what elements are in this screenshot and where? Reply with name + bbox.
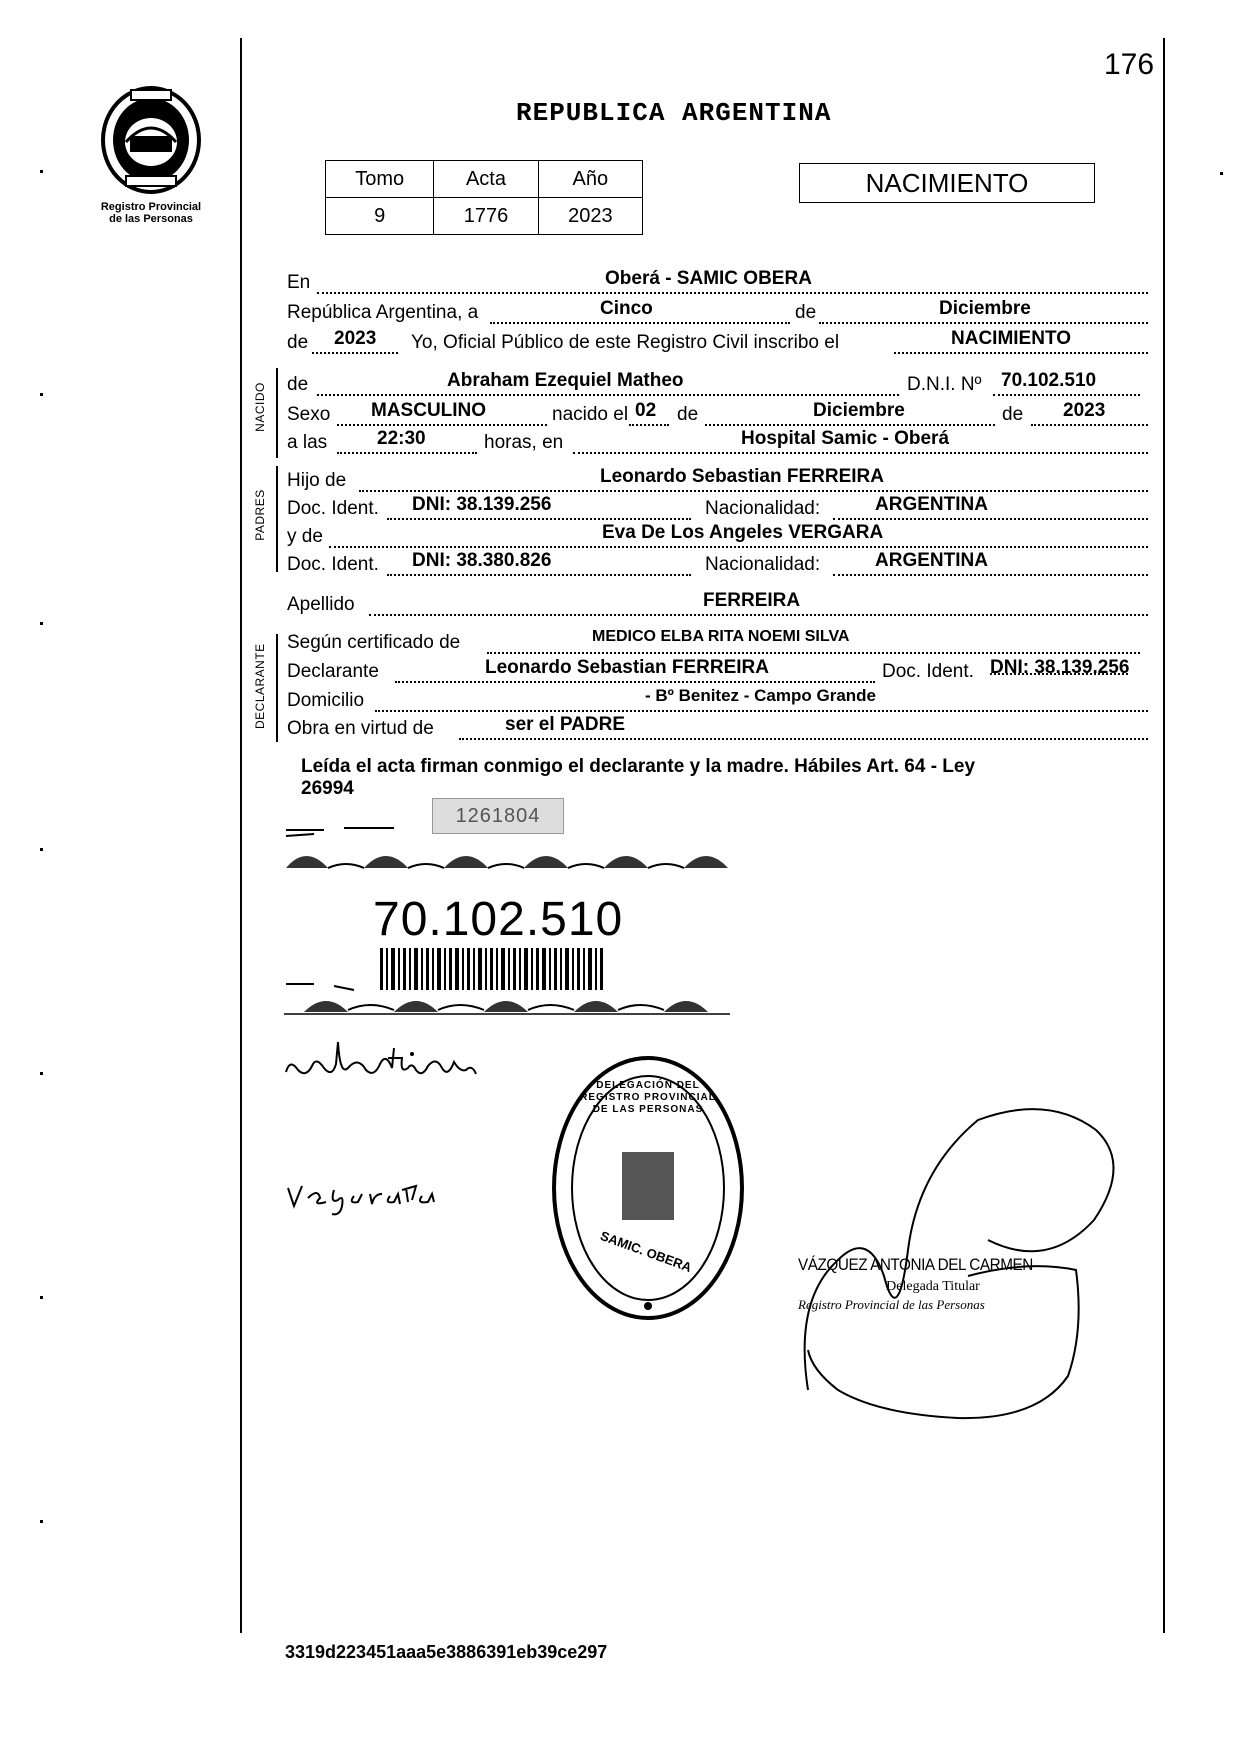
mother-value: Eva De Los Angeles VERGARA (602, 522, 884, 543)
dots (317, 394, 899, 396)
official-block (798, 1255, 1068, 1313)
oficial-text: Yo, Oficial Público de este Registro Civil inscribo el (411, 332, 840, 353)
register-header-anio: Año (538, 161, 642, 198)
logo-line-2: de las Personas (109, 213, 193, 225)
declarante-label: Declarante (287, 661, 379, 682)
hijo-label: Hijo de (287, 470, 347, 491)
dots (387, 518, 691, 520)
register-header-acta: Acta (434, 161, 538, 198)
left-margin-line (240, 38, 242, 1633)
dots (894, 352, 1148, 354)
register-value-anio: 2023 (538, 198, 642, 235)
mother-signature (282, 1160, 462, 1220)
dots (337, 452, 477, 454)
footer-hash: 3319d223451aaa5e3886391eb39ce297 (285, 1642, 608, 1662)
line-time-place (287, 428, 1148, 458)
margin-mark (40, 1296, 43, 1299)
official-office: Registro Provincial de las Personas (798, 1297, 985, 1312)
section-nacido: NACIDO (253, 382, 267, 432)
day-value: Cinco (600, 298, 653, 319)
declarant-value: Leonardo Sebastian FERREIRA (485, 657, 769, 678)
dots (819, 322, 1148, 324)
mother-nat-value: ARGENTINA (875, 550, 988, 571)
line-declarant (287, 657, 1148, 687)
register-value-acta: 1776 (434, 198, 538, 235)
dots (629, 424, 669, 426)
month-value: Diciembre (939, 298, 1031, 319)
line-sex-birth (287, 400, 1148, 430)
en-label: En (287, 272, 311, 293)
apellido-label: Apellido (287, 594, 355, 615)
dots (487, 652, 1140, 654)
margin-mark (40, 170, 43, 173)
line-date (287, 298, 1148, 328)
declarante-bar (276, 634, 278, 742)
registry-logo (96, 84, 206, 225)
line-father-doc (287, 494, 1148, 524)
register-value-tomo: 9 (326, 198, 434, 235)
reading-note-line-2: 26994 (301, 778, 354, 799)
margin-mark (40, 848, 43, 851)
dots (329, 546, 1148, 548)
nacido-el-label: nacido el (552, 404, 629, 425)
barcode-number: 70.102.510 (373, 893, 624, 946)
line-child-name (287, 370, 1148, 400)
dots (833, 574, 1148, 576)
act-word-value: NACIMIENTO (951, 328, 1071, 349)
place-value: Oberá - SAMIC OBERA (605, 268, 812, 289)
father-doc-label: Doc. Ident. (287, 498, 379, 519)
line-surname (287, 590, 1148, 620)
padres-bar (276, 466, 278, 572)
in-virtue-value: ser el PADRE (505, 714, 626, 735)
section-padres: PADRES (253, 489, 267, 541)
dots (359, 490, 1148, 492)
nacido-bar (276, 368, 278, 458)
line-address (287, 686, 1148, 716)
mother-doc-label: Doc. Ident. (287, 554, 379, 575)
domicilio-label: Domicilio (287, 690, 365, 711)
address-value: - Bº Benitez - Campo Grande (645, 686, 877, 705)
father-doc-value: DNI: 38.139.256 (412, 494, 552, 515)
line-place (287, 268, 1148, 298)
dots (705, 424, 995, 426)
time-value: 22:30 (377, 428, 426, 449)
page-number: 176 (1104, 48, 1155, 81)
dots (317, 292, 1148, 294)
act-type-box: NACIMIENTO (799, 163, 1095, 203)
dots (395, 681, 875, 683)
official-name: VÁZQUEZ ANTONIA DEL CARMEN (798, 1255, 1033, 1274)
line-certificate (287, 628, 1148, 658)
register-header-tomo: Tomo (326, 161, 434, 198)
declarant-doc-value: DNI: 38.139.256 (990, 657, 1130, 678)
dots (375, 710, 1148, 712)
reading-note-line-1: Leída el acta firman conmigo el declarante y la madre. Hábiles Art. 64 - Ley (301, 756, 976, 777)
dots (459, 738, 1148, 740)
security-band-bottom (284, 980, 730, 1016)
mother-nat-label: Nacionalidad: (705, 554, 821, 575)
margin-mark (40, 1520, 43, 1523)
right-margin-line (1163, 38, 1165, 1633)
document-title: REPUBLICA ARGENTINA (516, 98, 832, 128)
margin-mark (40, 622, 43, 625)
year-value: 2023 (334, 328, 377, 349)
dots (833, 518, 1148, 520)
security-band-top (284, 822, 730, 870)
obra-label: Obra en virtud de (287, 718, 434, 739)
dots (369, 614, 1148, 616)
birth-place-value: Hospital Samic - Oberá (741, 428, 950, 449)
father-signature (276, 1028, 506, 1098)
register-table (325, 160, 643, 235)
dots (490, 322, 790, 324)
section-declarante: DECLARANTE (253, 643, 267, 729)
reading-note (301, 756, 1131, 800)
child-dni-value: 70.102.510 (1001, 370, 1097, 391)
margin-mark (40, 393, 43, 396)
father-nat-value: ARGENTINA (875, 494, 988, 515)
dots (573, 452, 1148, 454)
father-nat-label: Nacionalidad: (705, 498, 821, 519)
seal-ring-text: DELEGACIÓN DEL REGISTRO PROVINCIAL DE LAS PERSONAS (580, 1080, 716, 1115)
mother-doc-value: DNI: 38.380.826 (412, 550, 552, 571)
sex-value: MASCULINO (371, 400, 487, 421)
declarant-doc-label: Doc. Ident. (882, 661, 974, 682)
horas-label: horas, en (484, 432, 564, 453)
de-day-label: de (677, 404, 699, 425)
line-registration (287, 328, 1148, 358)
official-role: Delegada Titular (886, 1279, 980, 1294)
birth-day-value: 02 (635, 400, 657, 421)
line-father (287, 466, 1148, 496)
dni-label: D.N.I. Nº (907, 374, 982, 395)
de-year-label: de (287, 332, 309, 353)
cert-value: MEDICO ELBA RITA NOEMI SILVA (592, 628, 850, 645)
sexo-label: Sexo (287, 404, 331, 425)
line-mother-doc (287, 550, 1148, 580)
birth-year-value: 2023 (1063, 400, 1106, 421)
de-label: de (795, 302, 817, 323)
dots (387, 574, 691, 576)
margin-mark (40, 1072, 43, 1075)
stamp-code: 1261804 (432, 798, 564, 834)
dots (312, 352, 398, 354)
child-name-value: Abraham Ezequiel Matheo (447, 370, 684, 391)
dots (993, 394, 1140, 396)
dots (1031, 424, 1148, 426)
line-mother (287, 522, 1148, 552)
republica-label: República Argentina, a (287, 302, 479, 323)
y-de-label: y de (287, 526, 323, 547)
register-header-row (326, 161, 643, 198)
a-las-label: a las (287, 432, 328, 453)
de-name-label: de (287, 374, 309, 395)
father-value: Leonardo Sebastian FERREIRA (600, 466, 884, 487)
de-month-label: de (1002, 404, 1024, 425)
provincial-seal-icon (96, 84, 206, 196)
seal-center-text: SAMIC. OBERA (598, 1228, 694, 1275)
cert-label: Según certificado de (287, 632, 461, 653)
surname-value: FERREIRA (703, 590, 801, 611)
line-in-virtue (287, 714, 1148, 744)
birth-month-value: Diciembre (813, 400, 905, 421)
register-value-row (326, 198, 643, 235)
dots (337, 424, 547, 426)
margin-mark (1220, 172, 1223, 175)
logo-line-1: Registro Provincial (100, 201, 202, 213)
